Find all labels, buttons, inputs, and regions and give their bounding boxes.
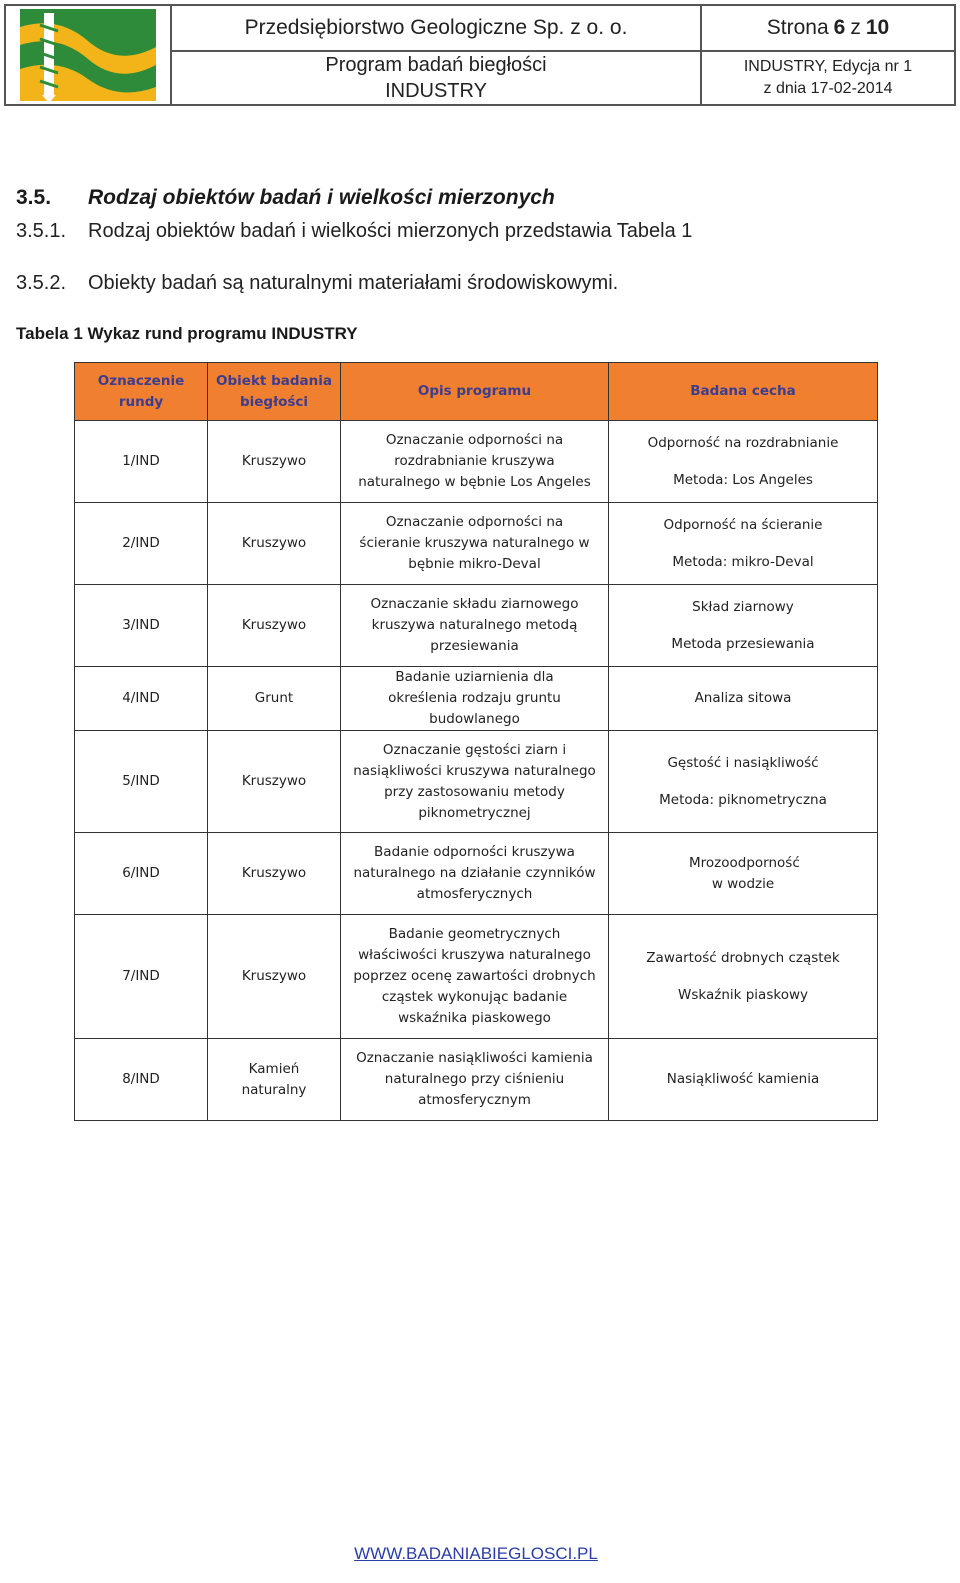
rounds-table (74, 362, 878, 1121)
cell-runda: 4/IND (75, 667, 208, 731)
paragraph-3-5-1 (16, 220, 692, 243)
cell-opis: Oznaczanie odporności na ścieranie kruszywa naturalnego w bębnie mikro-Deval (341, 503, 609, 585)
table-row (75, 915, 878, 1039)
cecha-method: Wskaźnik piaskowy (678, 986, 808, 1003)
table-caption: Tabela 1 Wykaz rund programu INDUSTRY (16, 324, 358, 343)
cell-opis: Oznaczanie gęstości ziarn i nasiąkliwości kruszywa naturalnego przy zastosowaniu metody piknometrycznej (341, 731, 609, 833)
cell-obiekt: Kruszywo (208, 833, 341, 915)
cecha-method: Metoda przesiewania (671, 635, 815, 652)
table-row (75, 421, 878, 503)
edition-date: z dnia 17-02-2014 (763, 80, 893, 97)
cell-runda: 8/IND (75, 1039, 208, 1121)
paragraph-text: Obiekty badań są naturalnymi materiałami środowiskowymi. (88, 272, 619, 294)
cell-runda: 6/IND (75, 833, 208, 915)
cell-cecha (609, 667, 878, 731)
page-of: z (850, 16, 861, 39)
header-badana-cecha: Badana cecha (609, 363, 878, 421)
cell-runda: 7/IND (75, 915, 208, 1039)
cecha-line: Gęstość i nasiąkliwość (667, 754, 819, 771)
cell-opis: Badanie odporności kruszywa naturalnego na działanie czynników atmosferycznych (341, 833, 609, 915)
edition: INDUSTRY, Edycja nr 1 (743, 58, 913, 75)
cell-obiekt: Kamień naturalny (208, 1039, 341, 1121)
cell-opis: Badanie uziarnienia dla określenia rodzaju gruntu budowlanego (341, 667, 609, 731)
paragraph-number: 3.5.1. (16, 220, 67, 242)
cell-runda: 2/IND (75, 503, 208, 585)
cell-obiekt: Kruszywo (208, 585, 341, 667)
cell-opis: Badanie geometrycznych właściwości kruszywa naturalnego poprzez ocenę zawartości drobnych cząstek wykonując badanie wskaźnika piaskowego (341, 915, 609, 1039)
paragraph-3-5-2 (16, 272, 618, 295)
page-current: 6 (833, 16, 846, 39)
header-title-cell (172, 6, 702, 104)
header-opis-programu: Opis programu (341, 363, 609, 421)
program-line1: Program badań biegłości (325, 54, 547, 76)
website-link[interactable]: WWW.BADANIABIEGLOSCI.PL (354, 1544, 598, 1563)
table-row (75, 731, 878, 833)
edition-info (702, 52, 954, 104)
page-number (702, 6, 954, 52)
cell-opis: Oznaczanie nasiąkliwości kamienia naturalnego przy ciśnieniu atmosferycznym (341, 1039, 609, 1121)
cell-cecha (609, 1039, 878, 1121)
page-total: 10 (865, 16, 890, 39)
section-title: Rodzaj obiektów badań i wielkości mierzonych (88, 186, 555, 209)
cell-runda: 5/IND (75, 731, 208, 833)
logo-cell (6, 6, 172, 104)
cecha-line: Odporność na rozdrabnianie (647, 434, 839, 451)
header-obiekt-badania: Obiekt badania biegłości (208, 363, 341, 421)
table-row (75, 503, 878, 585)
cell-cecha (609, 585, 878, 667)
header-meta-cell (702, 6, 954, 104)
cecha-line: Odporność na ścieranie (663, 516, 823, 533)
company-name: Przedsiębiorstwo Geologiczne Sp. z o. o. (172, 6, 700, 52)
table-row (75, 667, 878, 731)
cecha-line: Nasiąkliwość kamienia (666, 1071, 820, 1087)
cell-cecha (609, 915, 878, 1039)
section-heading (16, 186, 555, 210)
cell-obiekt: Kruszywo (208, 503, 341, 585)
program-name (172, 52, 700, 104)
section-number: 3.5. (16, 186, 52, 209)
cell-runda: 3/IND (75, 585, 208, 667)
paragraph-number: 3.5.2. (16, 272, 67, 294)
cell-obiekt: Kruszywo (208, 421, 341, 503)
cell-cecha (609, 833, 878, 915)
table-row (75, 585, 878, 667)
cecha-method: Metoda: mikro-Deval (672, 553, 814, 570)
company-logo (18, 7, 158, 103)
cell-obiekt: Grunt (208, 667, 341, 731)
cecha-line: Analiza sitowa (694, 690, 792, 706)
cell-cecha (609, 731, 878, 833)
cell-opis: Oznaczanie odporności na rozdrabnianie kruszywa naturalnego w bębnie Los Angeles (341, 421, 609, 503)
cell-cecha (609, 421, 878, 503)
cell-cecha (609, 503, 878, 585)
page-footer (0, 1544, 952, 1564)
cell-obiekt: Kruszywo (208, 731, 341, 833)
cecha-method: Metoda: Los Angeles (673, 471, 813, 488)
page-word: Strona (766, 16, 829, 39)
page-header (4, 4, 956, 106)
table-row (75, 833, 878, 915)
paragraph-text: Rodzaj obiektów badań i wielkości mierzonych przedstawia Tabela 1 (88, 220, 693, 242)
program-line2: INDUSTRY (385, 80, 487, 102)
table-header-row (75, 363, 878, 421)
header-oznaczenie-rundy: Oznaczenie rundy (75, 363, 208, 421)
cecha-line: Mrozoodporność w wodzie (689, 854, 800, 892)
cell-runda: 1/IND (75, 421, 208, 503)
cell-opis: Oznaczanie składu ziarnowego kruszywa naturalnego metodą przesiewania (341, 585, 609, 667)
cecha-line: Skład ziarnowy (692, 598, 794, 615)
cecha-method: Metoda: piknometryczna (659, 791, 827, 808)
table-row (75, 1039, 878, 1121)
cecha-line: Zawartość drobnych cząstek (646, 949, 840, 966)
cell-obiekt: Kruszywo (208, 915, 341, 1039)
